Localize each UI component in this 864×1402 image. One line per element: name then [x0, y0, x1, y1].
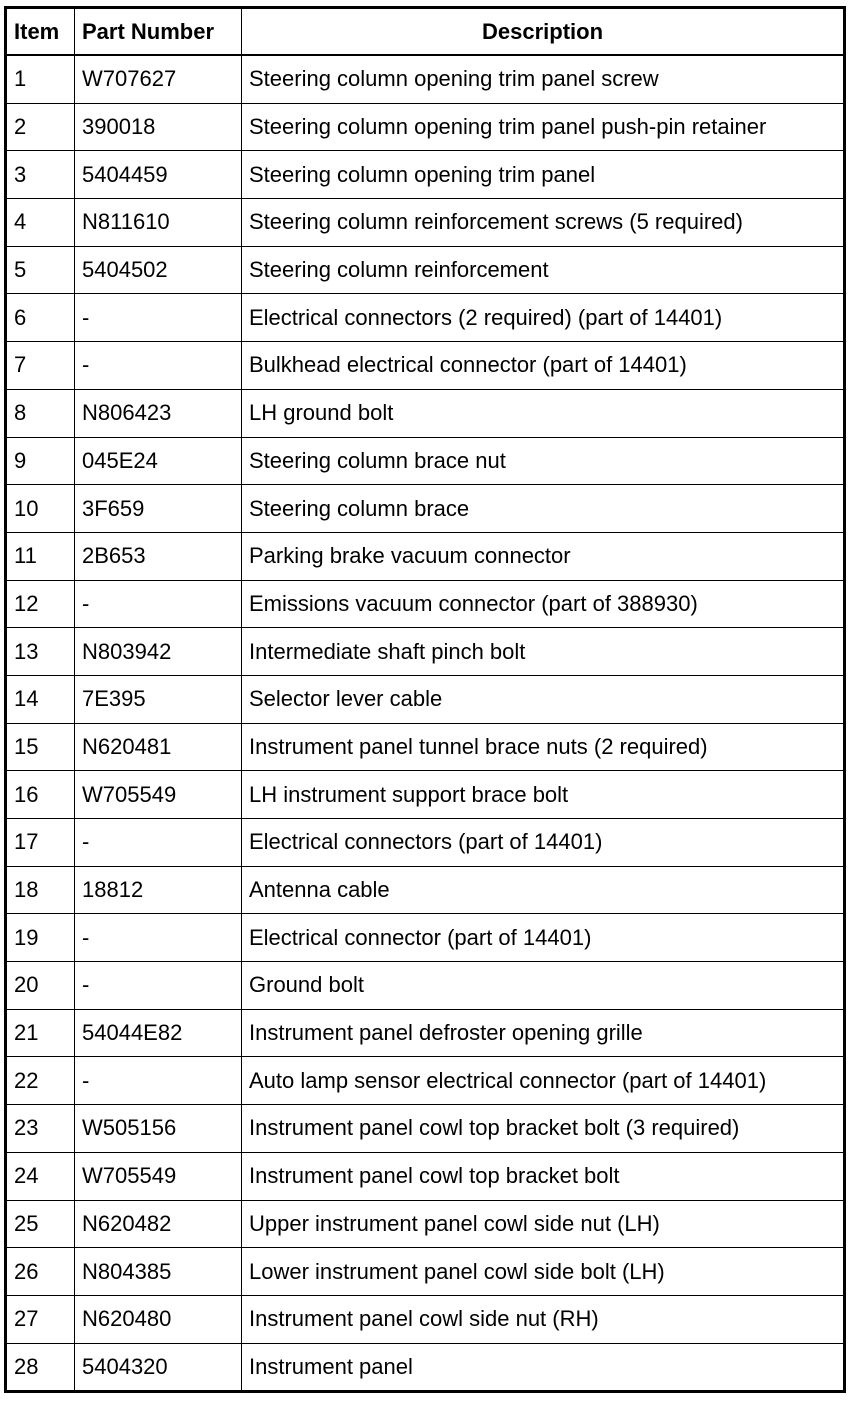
table-row [6, 55, 845, 103]
table-row [6, 962, 845, 1010]
table-row [6, 103, 845, 151]
item-cell: 2 [6, 103, 75, 151]
description-cell: Instrument panel cowl top bracket bolt [242, 1152, 845, 1200]
item-cell: 8 [6, 389, 75, 437]
part-number-cell: - [75, 1057, 242, 1105]
part-number-cell: N620480 [75, 1295, 242, 1343]
item-cell: 3 [6, 151, 75, 199]
description-cell: Steering column opening trim panel screw [242, 55, 845, 103]
item-cell: 19 [6, 914, 75, 962]
description-cell: Upper instrument panel cowl side nut (LH) [242, 1200, 845, 1248]
part-number-cell: - [75, 962, 242, 1010]
description-cell: LH instrument support brace bolt [242, 771, 845, 819]
item-cell: 10 [6, 485, 75, 533]
table-row [6, 628, 845, 676]
part-number-cell: N620481 [75, 723, 242, 771]
table-row [6, 246, 845, 294]
description-cell: Instrument panel cowl side nut (RH) [242, 1295, 845, 1343]
table-row [6, 199, 845, 247]
part-number-cell: - [75, 342, 242, 390]
item-cell: 1 [6, 55, 75, 103]
item-cell: 22 [6, 1057, 75, 1105]
header-description: Description [242, 8, 845, 56]
description-cell: Instrument panel [242, 1343, 845, 1392]
description-cell: Auto lamp sensor electrical connector (part of 14401) [242, 1057, 845, 1105]
description-cell: Lower instrument panel cowl side bolt (LH) [242, 1248, 845, 1296]
table-row [6, 1105, 845, 1153]
item-cell: 5 [6, 246, 75, 294]
description-cell: Emissions vacuum connector (part of 388930) [242, 580, 845, 628]
item-cell: 17 [6, 819, 75, 867]
table-row [6, 151, 845, 199]
description-cell: Bulkhead electrical connector (part of 14401) [242, 342, 845, 390]
table-row [6, 294, 845, 342]
part-number-cell: N806423 [75, 389, 242, 437]
description-cell: Ground bolt [242, 962, 845, 1010]
description-cell: Electrical connector (part of 14401) [242, 914, 845, 962]
parts-table [4, 6, 846, 1393]
table-row [6, 342, 845, 390]
item-cell: 9 [6, 437, 75, 485]
description-cell: Selector lever cable [242, 675, 845, 723]
item-cell: 26 [6, 1248, 75, 1296]
part-number-cell: 2B653 [75, 532, 242, 580]
description-cell: Steering column reinforcement [242, 246, 845, 294]
item-cell: 15 [6, 723, 75, 771]
item-cell: 7 [6, 342, 75, 390]
table-row [6, 1343, 845, 1392]
part-number-cell: N620482 [75, 1200, 242, 1248]
table-header [6, 8, 845, 56]
item-cell: 21 [6, 1009, 75, 1057]
item-cell: 16 [6, 771, 75, 819]
part-number-cell: N811610 [75, 199, 242, 247]
description-cell: Intermediate shaft pinch bolt [242, 628, 845, 676]
item-cell: 13 [6, 628, 75, 676]
item-cell: 18 [6, 866, 75, 914]
table-row [6, 485, 845, 533]
part-number-cell: - [75, 294, 242, 342]
item-cell: 25 [6, 1200, 75, 1248]
table-row [6, 1200, 845, 1248]
table-row [6, 532, 845, 580]
part-number-cell: N803942 [75, 628, 242, 676]
description-cell: Instrument panel cowl top bracket bolt (3 required) [242, 1105, 845, 1153]
table-row [6, 1152, 845, 1200]
part-number-cell: W505156 [75, 1105, 242, 1153]
item-cell: 11 [6, 532, 75, 580]
description-cell: Parking brake vacuum connector [242, 532, 845, 580]
part-number-cell: 390018 [75, 103, 242, 151]
part-number-cell: W707627 [75, 55, 242, 103]
part-number-cell: W705549 [75, 771, 242, 819]
table-row [6, 914, 845, 962]
header-row [6, 8, 845, 56]
item-cell: 12 [6, 580, 75, 628]
table-row [6, 866, 845, 914]
description-cell: Steering column opening trim panel push-pin retainer [242, 103, 845, 151]
table-body [6, 55, 845, 1392]
table-row [6, 1009, 845, 1057]
item-cell: 4 [6, 199, 75, 247]
part-number-cell: 7E395 [75, 675, 242, 723]
table-row [6, 675, 845, 723]
description-cell: Steering column brace [242, 485, 845, 533]
table-row [6, 1248, 845, 1296]
description-cell: Instrument panel defroster opening grille [242, 1009, 845, 1057]
item-cell: 14 [6, 675, 75, 723]
part-number-cell: 18812 [75, 866, 242, 914]
item-cell: 6 [6, 294, 75, 342]
part-number-cell: 045E24 [75, 437, 242, 485]
description-cell: Electrical connectors (2 required) (part of 14401) [242, 294, 845, 342]
item-cell: 27 [6, 1295, 75, 1343]
table-row [6, 819, 845, 867]
header-item: Item [6, 8, 75, 56]
part-number-cell: 54044E82 [75, 1009, 242, 1057]
description-cell: Antenna cable [242, 866, 845, 914]
table-row [6, 389, 845, 437]
part-number-cell: 5404502 [75, 246, 242, 294]
part-number-cell: N804385 [75, 1248, 242, 1296]
item-cell: 24 [6, 1152, 75, 1200]
part-number-cell: 5404320 [75, 1343, 242, 1392]
description-cell: Electrical connectors (part of 14401) [242, 819, 845, 867]
part-number-cell: - [75, 580, 242, 628]
item-cell: 20 [6, 962, 75, 1010]
table-row [6, 437, 845, 485]
description-cell: LH ground bolt [242, 389, 845, 437]
header-part-number: Part Number [75, 8, 242, 56]
part-number-cell: - [75, 819, 242, 867]
table-row [6, 580, 845, 628]
description-cell: Steering column reinforcement screws (5 required) [242, 199, 845, 247]
item-cell: 23 [6, 1105, 75, 1153]
description-cell: Steering column opening trim panel [242, 151, 845, 199]
part-number-cell: 5404459 [75, 151, 242, 199]
description-cell: Steering column brace nut [242, 437, 845, 485]
description-cell: Instrument panel tunnel brace nuts (2 required) [242, 723, 845, 771]
table-row [6, 771, 845, 819]
table-row [6, 1057, 845, 1105]
part-number-cell: 3F659 [75, 485, 242, 533]
part-number-cell: - [75, 914, 242, 962]
part-number-cell: W705549 [75, 1152, 242, 1200]
table-row [6, 723, 845, 771]
item-cell: 28 [6, 1343, 75, 1392]
table-row [6, 1295, 845, 1343]
